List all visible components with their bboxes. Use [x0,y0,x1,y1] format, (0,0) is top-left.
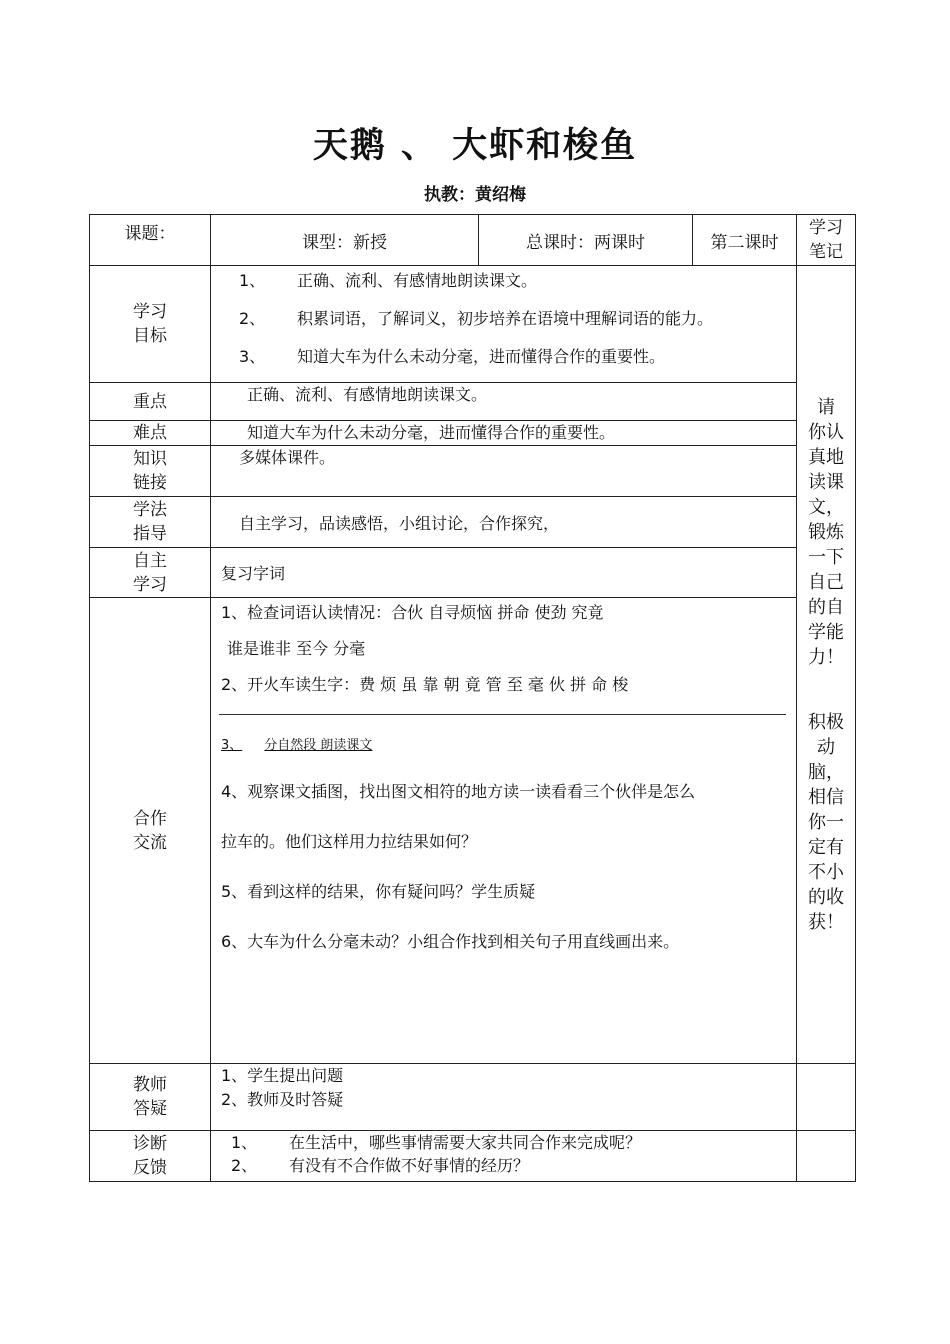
diagnosis-item [231,1154,796,1177]
diagnosis-notes-cell [797,1131,856,1182]
study-notes-column [797,266,856,1064]
goal-item [239,306,796,344]
notes-line: 的自 [808,596,844,618]
notes-line: 真地 [808,446,844,468]
goal-text: 知道大车为什么未动分毫，进而懂得合作的重要性。 [297,347,666,366]
total-hours: 总课时：两课时 [479,215,693,266]
notes-gap [797,670,855,710]
key-point-content: 正确、流利、有感情地朗读课文。 [211,383,797,421]
goals-content [211,266,797,383]
notes-line: 力！ [808,646,844,668]
notes-line: 读课 [808,471,844,493]
self-study-label-line-2: 学习 [133,574,167,595]
diagnosis-number: 1、 [231,1133,258,1152]
goals-row [90,266,856,383]
knowledge-label-line-1: 知识 [133,449,167,469]
notes-line: 文， [808,496,844,518]
goal-text: 正确、流利、有感情地朗读课文。 [297,271,538,290]
answer-label [90,1064,211,1131]
cooperation-line: 5、看到这样的结果，你有疑问吗？学生质疑 [221,882,536,901]
answer-row [90,1064,856,1131]
diagnosis-item [231,1131,796,1154]
cooperation-line: 2、开火车读生字：费 烦 虽 靠 朝 竟 管 至 毫 伙 拼 命 梭 [221,675,629,694]
self-study-content: 复习字词 [211,548,797,598]
method-row [90,497,856,548]
diagnosis-label-line-2: 反馈 [133,1158,167,1178]
knowledge-label [90,446,211,497]
cooperation-line: 6、大车为什么分毫未动？小组合作找到相关句子用直线画出来。 [221,932,680,951]
difficulty-content: 知道大车为什么未动分毫，进而懂得合作的重要性。 [211,421,797,446]
notes-line: 相信 [808,786,844,808]
answer-content [211,1064,797,1131]
diagnosis-row [90,1131,856,1182]
goal-number: 3、 [239,347,266,366]
notes-line: 获！ [808,911,844,933]
goals-label-line-1: 学习 [133,302,167,322]
knowledge-label-line-2: 链接 [133,473,167,493]
notes-line: 请 [817,396,835,418]
goals-label-line-2: 目标 [133,326,167,346]
notes-line: 脑， [808,761,844,783]
diagnosis-text: 有没有不合作做不好事情的经历？ [289,1156,530,1175]
notes-line: 的收 [808,886,844,908]
answer-line: 2、教师及时答疑 [221,1090,344,1109]
topic-label: 课题： [90,215,211,266]
cooperation-line: 4、观察课文插图，找出图文相符的地方读一读看看三个伙伴是怎么 [221,782,696,801]
method-label-line-2: 指导 [133,524,167,544]
method-label-line-1: 学法 [133,500,167,520]
cooperation-line: 1、检查词语认读情况：合伙 自寻烦恼 拼命 使劲 究竟 [221,603,604,622]
answer-label-line-2: 答疑 [133,1099,167,1119]
goal-number: 2、 [239,309,266,328]
cooperation-label [90,598,211,1064]
cooperation-line [221,735,796,757]
method-content: 自主学习，品读感悟，小组讨论，合作探究， [211,497,797,548]
difficulty-row [90,421,856,446]
notes-header-line-1: 学习 [809,218,843,238]
diagnosis-label-line-1: 诊断 [133,1134,167,1154]
knowledge-content: 多媒体课件。 [211,446,797,497]
cooperation-line: 拉车的。他们这样用力拉结果如何？ [221,832,478,851]
notes-line: 你一 [808,811,844,833]
diagnosis-content [211,1131,797,1182]
key-point-row [90,383,856,421]
cooperation-line-text: 分自然段 朗读课文 [264,738,373,753]
diagnosis-number: 2、 [231,1156,258,1175]
notes-line: 定有 [808,836,844,858]
diagnosis-text: 在生活中，哪些事情需要大家共同合作来完成呢？ [289,1133,642,1152]
cooperation-label-line-2: 交流 [133,832,167,853]
cooperation-content [211,598,797,1064]
cooperation-line-number: 3、 [221,738,243,753]
notes-line: 锻炼 [808,521,844,543]
diagnosis-label [90,1131,211,1182]
answer-line: 1、学生提出问题 [221,1066,344,1085]
notes-line: 你认 [808,421,844,443]
key-point-label: 重点 [90,383,211,421]
notes-line: 积极 [808,711,844,733]
cooperation-label-line-1: 合作 [133,808,167,829]
notes-header-line-2: 笔记 [809,242,843,262]
notes-line: 不小 [808,861,844,883]
goal-text: 积累词语，了解词义，初步培养在语境中理解词语的能力。 [297,309,714,328]
goal-item [239,344,796,382]
notes-line: 自己 [808,571,844,593]
knowledge-row [90,446,856,497]
goal-number: 1、 [239,271,266,290]
self-study-label [90,548,211,598]
goals-label [90,266,211,383]
goal-item [239,268,796,306]
notes-line: 学能 [808,621,844,643]
header-row [90,215,856,266]
current-hour: 第二课时 [693,215,797,266]
cooperation-row [90,598,856,1064]
notes-header [797,215,856,266]
notes-line: 一下 [808,546,844,568]
difficulty-label: 难点 [90,421,211,446]
lesson-type: 课型：新授 [211,215,479,266]
lesson-plan-table [89,214,856,1182]
teacher-name: 执教：黄绍梅 [424,185,526,205]
divider-line [219,714,786,715]
answer-notes-cell [797,1064,856,1131]
cooperation-line: 谁是谁非 至今 分毫 [227,639,366,658]
answer-label-line-1: 教师 [133,1075,167,1095]
self-study-row [90,548,856,598]
notes-line: 动 [817,736,835,758]
self-study-label-line-1: 自主 [133,550,167,571]
page-title: 天鹅 、 大虾和梭鱼 [312,126,638,166]
method-label [90,497,211,548]
